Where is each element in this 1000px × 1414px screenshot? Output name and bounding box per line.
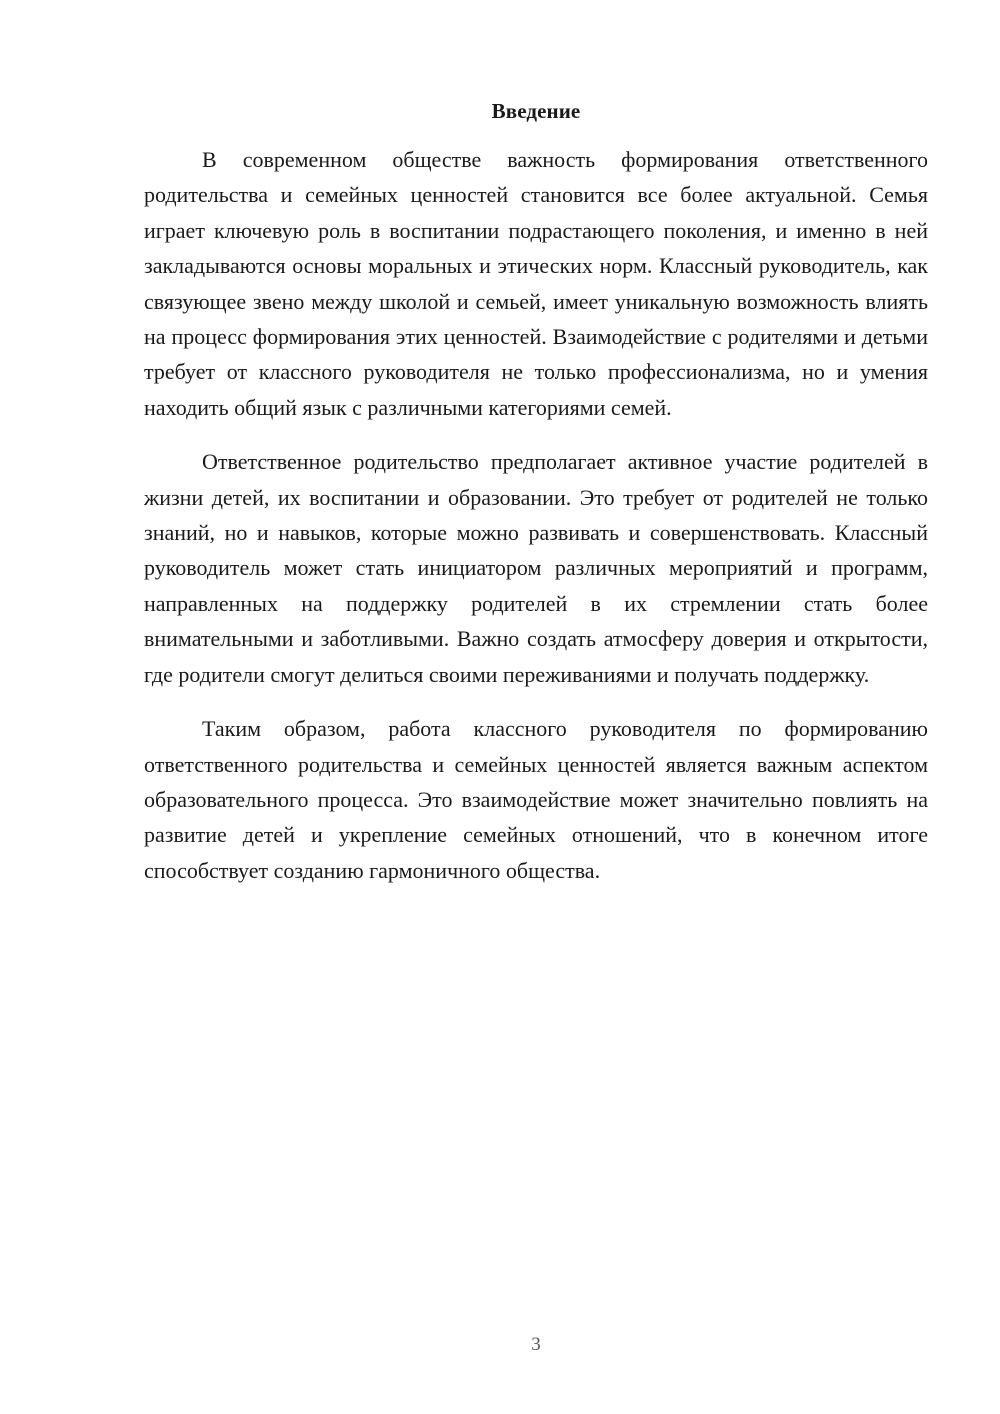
section-title: Введение [491, 99, 581, 123]
paragraph-3: Таким образом, работа классного руководителя по формированию ответственного родительства и семейных ценностей является важным аспектом образовательного процесса. Это взаимодействие может значительно повлиять на развитие детей и укрепление семейных отношений, что в конечном итоге способствует созданию гармоничного общества. [144, 716, 928, 883]
page-number: 3 [531, 1334, 541, 1355]
paragraph-2: Ответственное родительство предполагает активное участие родителей в жизни детей, их воспитании и образовании. Это требует от родителей не только знаний, но и навыков, которые можно развивать и совершенствовать. Классный руководитель может стать инициатором различных мероприятий и программ, направленных на поддержку родителей в их стремлении стать более внимательными и заботливыми. Важно создать атмосферу доверия и открытости, где родители смогут делиться своими переживаниями и получать поддержку. [144, 449, 928, 687]
paragraph-1: В современном обществе важность формирования ответственного родительства и семейных ценностей становится все более актуальной. Семья играет ключевую роль в воспитании подрастающего поколения, и именно в ней закладываются основы моральных и этических норм. Классный руководитель, как связующее звено между школой и семьей, имеет уникальную возможность влиять на процесс формирования этих ценностей. Взаимодействие с родителями и детьми требует от классного руководителя не только профессионализма, но и умения находить общий язык с различными категориями семей. [144, 147, 928, 420]
page-content [144, 96, 928, 907]
